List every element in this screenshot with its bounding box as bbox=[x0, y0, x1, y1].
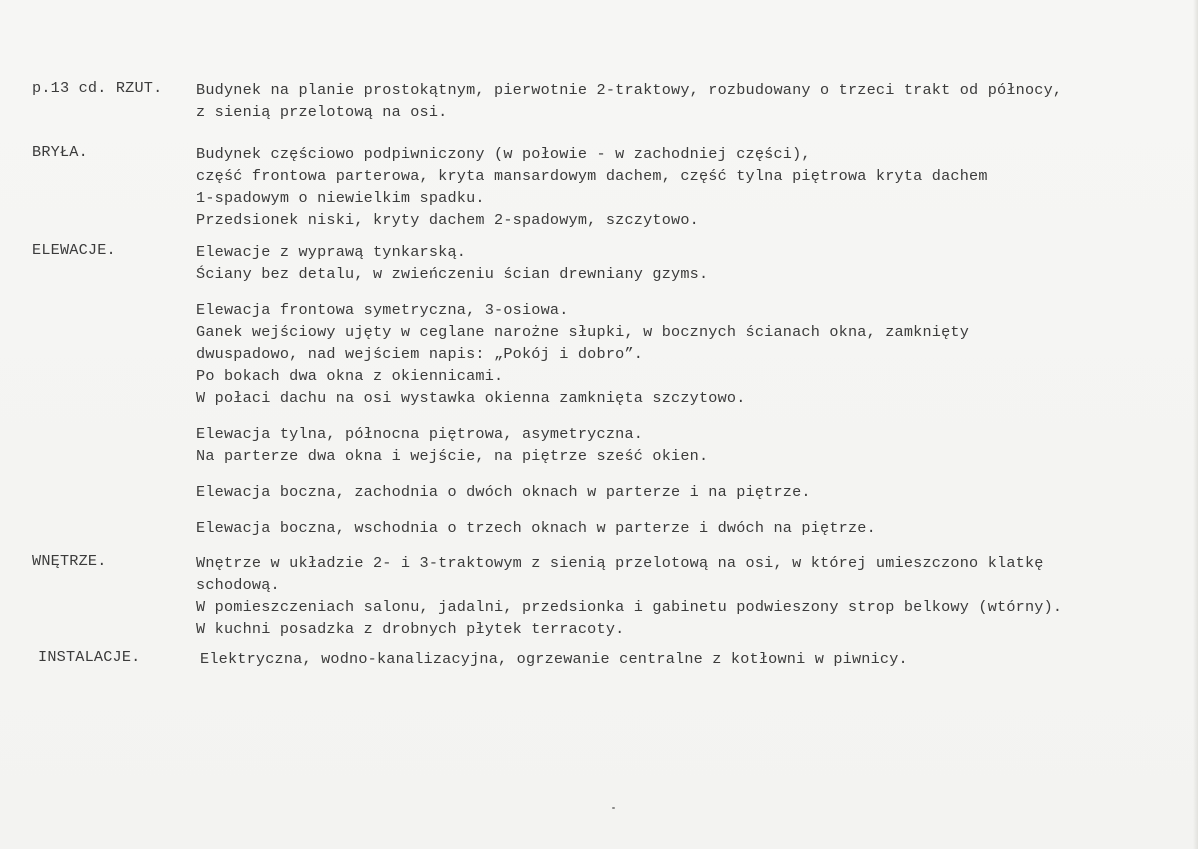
text-line: Elewacja frontowa symetryczna, 3-osiowa. bbox=[196, 301, 569, 319]
scan-speck bbox=[612, 807, 615, 809]
text-line: Budynek na planie prostokątnym, pierwotnie 2-traktowy, rozbudowany o trzeci trakt od północy, bbox=[196, 81, 1063, 99]
text-line: Elektryczna, wodno-kanalizacyjna, ogrzewanie centralne z kotłowni w piwnicy. bbox=[200, 650, 908, 668]
text-line: Po bokach dwa okna z okiennicami. bbox=[196, 367, 504, 385]
text-line: W połaci dachu na osi wystawka okienna zamknięta szczytowo. bbox=[196, 389, 746, 407]
section-content-instalacje bbox=[200, 648, 1180, 670]
text-line: Budynek częściowo podpiwniczony (w połowie - w zachodniej części), bbox=[196, 145, 811, 163]
text-line: dwuspadowo, nad wejściem napis: „Pokój i dobro”. bbox=[196, 345, 644, 363]
text-line: Elewacja boczna, zachodnia o dwóch oknach w parterze i na piętrze. bbox=[196, 483, 811, 501]
text-line: Ściany bez detalu, w zwieńczeniu ścian drewniany gzyms. bbox=[196, 265, 709, 283]
section-label-wnetrze: WNĘTRZE. bbox=[32, 552, 107, 570]
text-line: Na parterze dwa okna i wejście, na piętrze sześć okien. bbox=[196, 447, 709, 465]
text-line: Elewacja boczna, wschodnia o trzech oknach w parterze i dwóch na piętrze. bbox=[196, 519, 876, 537]
section-content-elewacje bbox=[196, 241, 1176, 539]
text-line: schodową. bbox=[196, 576, 280, 594]
text-line: z sienią przelotową na osi. bbox=[196, 103, 448, 121]
text-line: W kuchni posadzka z drobnych płytek terracoty. bbox=[196, 620, 625, 638]
page-edge-shadow bbox=[1193, 0, 1198, 849]
text-line: W pomieszczeniach salonu, jadalni, przedsionka i gabinetu podwieszony strop belkowy (wtórny). bbox=[196, 598, 1063, 616]
text-line: część frontowa parterowa, kryta mansardowym dachem, część tylna piętrowa kryta dachem bbox=[196, 167, 988, 185]
section-label-instalacje: INSTALACJE. bbox=[38, 648, 141, 666]
text-line: 1-spadowym o niewielkim spadku. bbox=[196, 189, 485, 207]
text-line: Elewacje z wyprawą tynkarską. bbox=[196, 243, 467, 261]
text-line: Przedsionek niski, kryty dachem 2-spadowym, szczytowo. bbox=[196, 211, 699, 229]
section-content-rzut bbox=[196, 79, 1176, 123]
section-label-rzut: p.13 cd. RZUT. bbox=[32, 79, 163, 97]
section-label-bryla: BRYŁA. bbox=[32, 143, 88, 161]
text-line: Elewacja tylna, północna piętrowa, asymetryczna. bbox=[196, 425, 644, 443]
section-content-wnetrze bbox=[196, 552, 1176, 640]
text-line: Wnętrze w układzie 2- i 3-traktowym z sienią przelotową na osi, w której umieszczono klatkę bbox=[196, 554, 1044, 572]
section-content-bryla bbox=[196, 143, 1176, 231]
section-label-elewacje: ELEWACJE. bbox=[32, 241, 116, 259]
text-line: Ganek wejściowy ujęty w ceglane narożne słupki, w bocznych ścianach okna, zamknięty bbox=[196, 323, 970, 341]
